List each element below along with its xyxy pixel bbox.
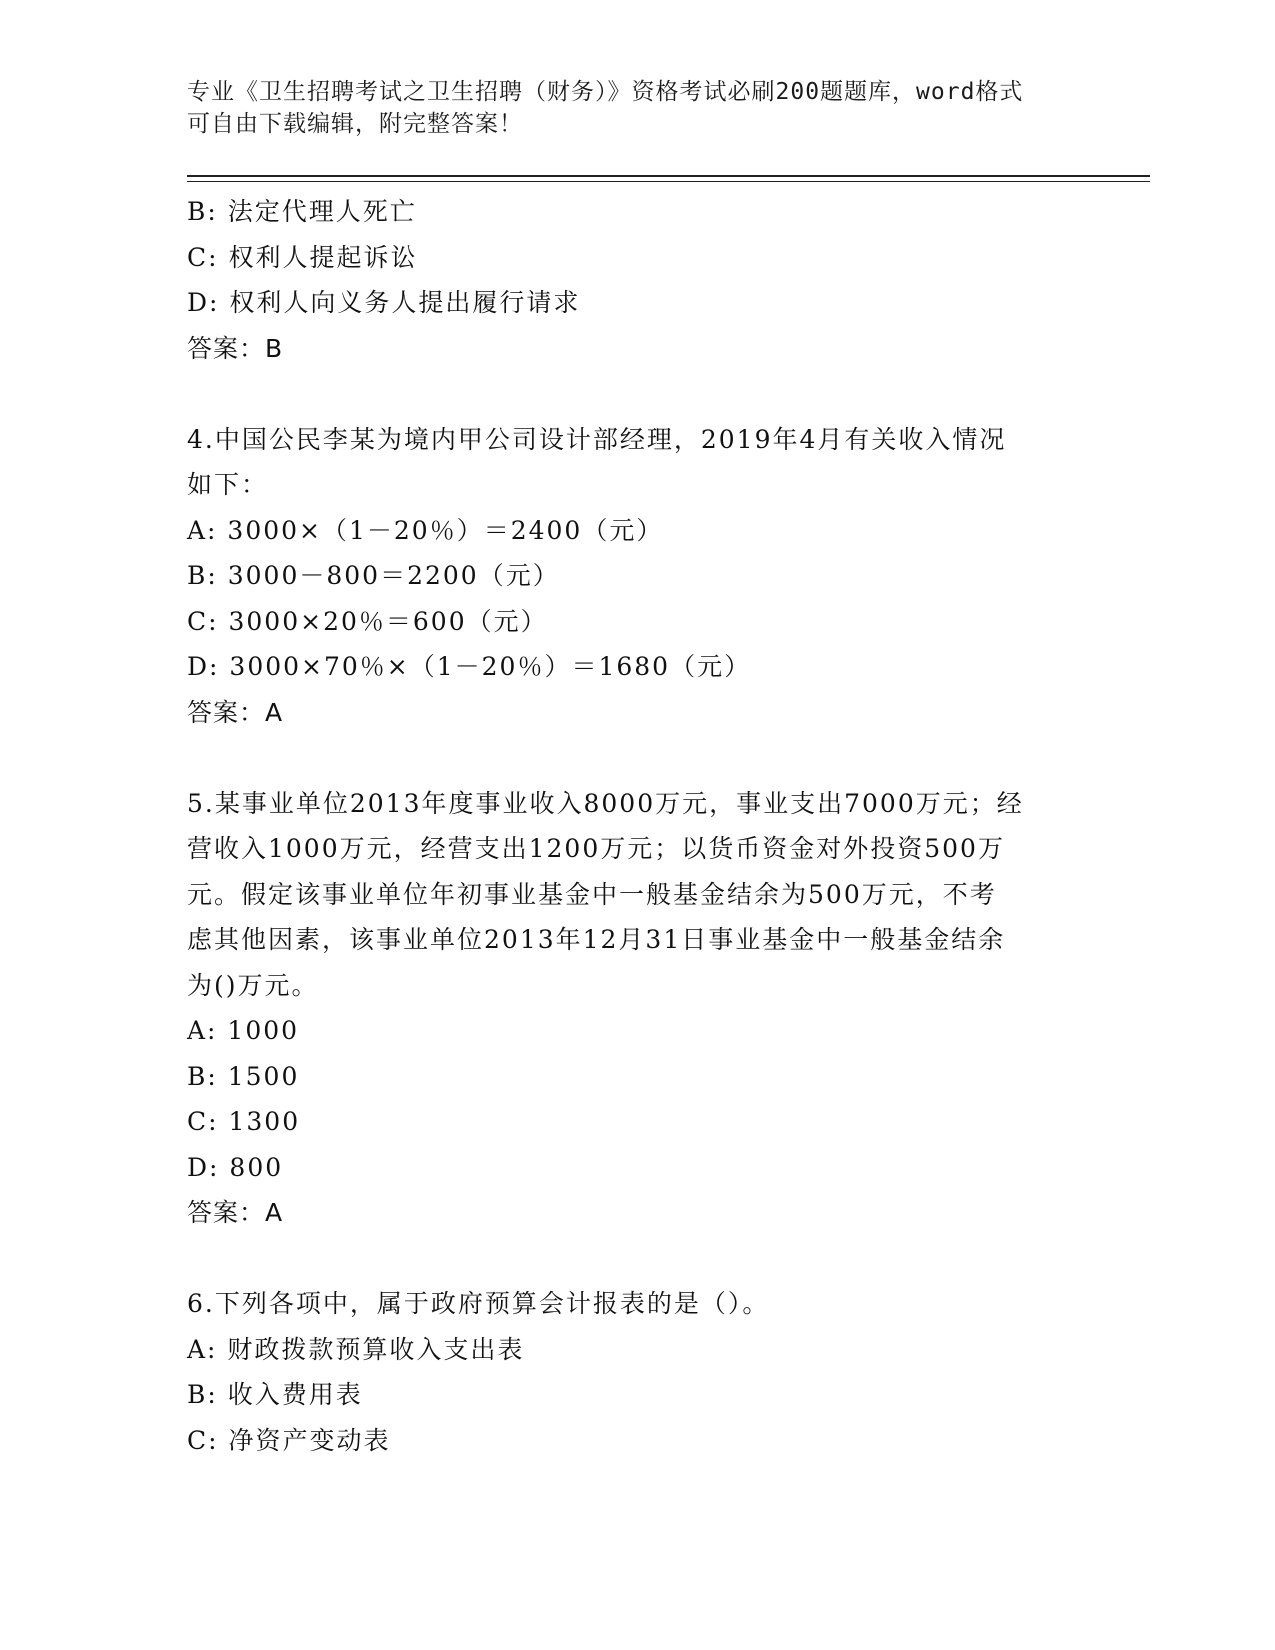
option-c: C: 1300 [187,1107,301,1136]
document-body [187,189,1087,1463]
question-text: 为()万元。 [187,970,319,1000]
answer-line: 答案：A [187,697,284,727]
option-a: A: 3000×（1－20％）＝2400（元） [187,515,664,545]
option-b: B: 法定代理人死亡 [187,197,417,226]
question-text: 虑其他因素，该事业单位2013年12月31日事业基金中一般基金结余 [187,925,1006,954]
option-a: A: 财政拨款预算收入支出表 [187,1334,525,1364]
spacer [187,371,1087,417]
question-text: 4.中国公民李某为境内甲公司设计部经理，2019年4月有关收入情况 [187,424,1007,454]
header-divider-thin [187,181,1150,182]
header-divider-thick [187,175,1150,177]
question-text: 6.下列各项中，属于政府预算会计报表的是（）。 [187,1289,770,1318]
option-b: B: 1500 [187,1061,300,1091]
question-text: 如下： [187,470,269,499]
header-line-2: 可自由下载编辑，附完整答案！ [187,111,523,137]
question-4 [187,417,1087,736]
question-5 [187,781,1087,1236]
option-c: C: 权利人提起诉讼 [187,242,418,272]
header-line-1: 专业《卫生招聘考试之卫生招聘（财务）》资格考试必刷200题题库，word格式 [187,79,1024,105]
option-b: B: 3000－800＝2200（元） [187,561,560,590]
question-3-continued [187,189,1087,371]
spacer [187,1236,1087,1282]
spacer [187,735,1087,781]
answer-line: 答案：B [187,333,284,363]
option-c: C: 净资产变动表 [187,1425,391,1455]
option-a: A: 1000 [187,1016,300,1045]
option-b: B: 收入费用表 [187,1380,363,1409]
question-text: 营收入1000万元，经营支出1200万元；以货币资金对外投资500万 [187,834,1005,863]
question-6 [187,1281,1087,1463]
option-c: C: 3000×20％＝600（元） [187,606,548,636]
option-d: D: 权利人向义务人提出履行请求 [187,288,581,317]
answer-line: 答案：A [187,1198,284,1227]
question-text: 元。假定该事业单位年初事业基金中一般基金结余为500万元，不考 [187,879,997,909]
option-d: D: 3000×70％×（1－20％）＝1680（元） [187,652,752,681]
question-text: 5.某事业单位2013年度事业收入8000万元，事业支出7000万元；经 [187,788,1024,818]
option-d: D: 800 [187,1152,284,1182]
document-header [187,76,1087,140]
